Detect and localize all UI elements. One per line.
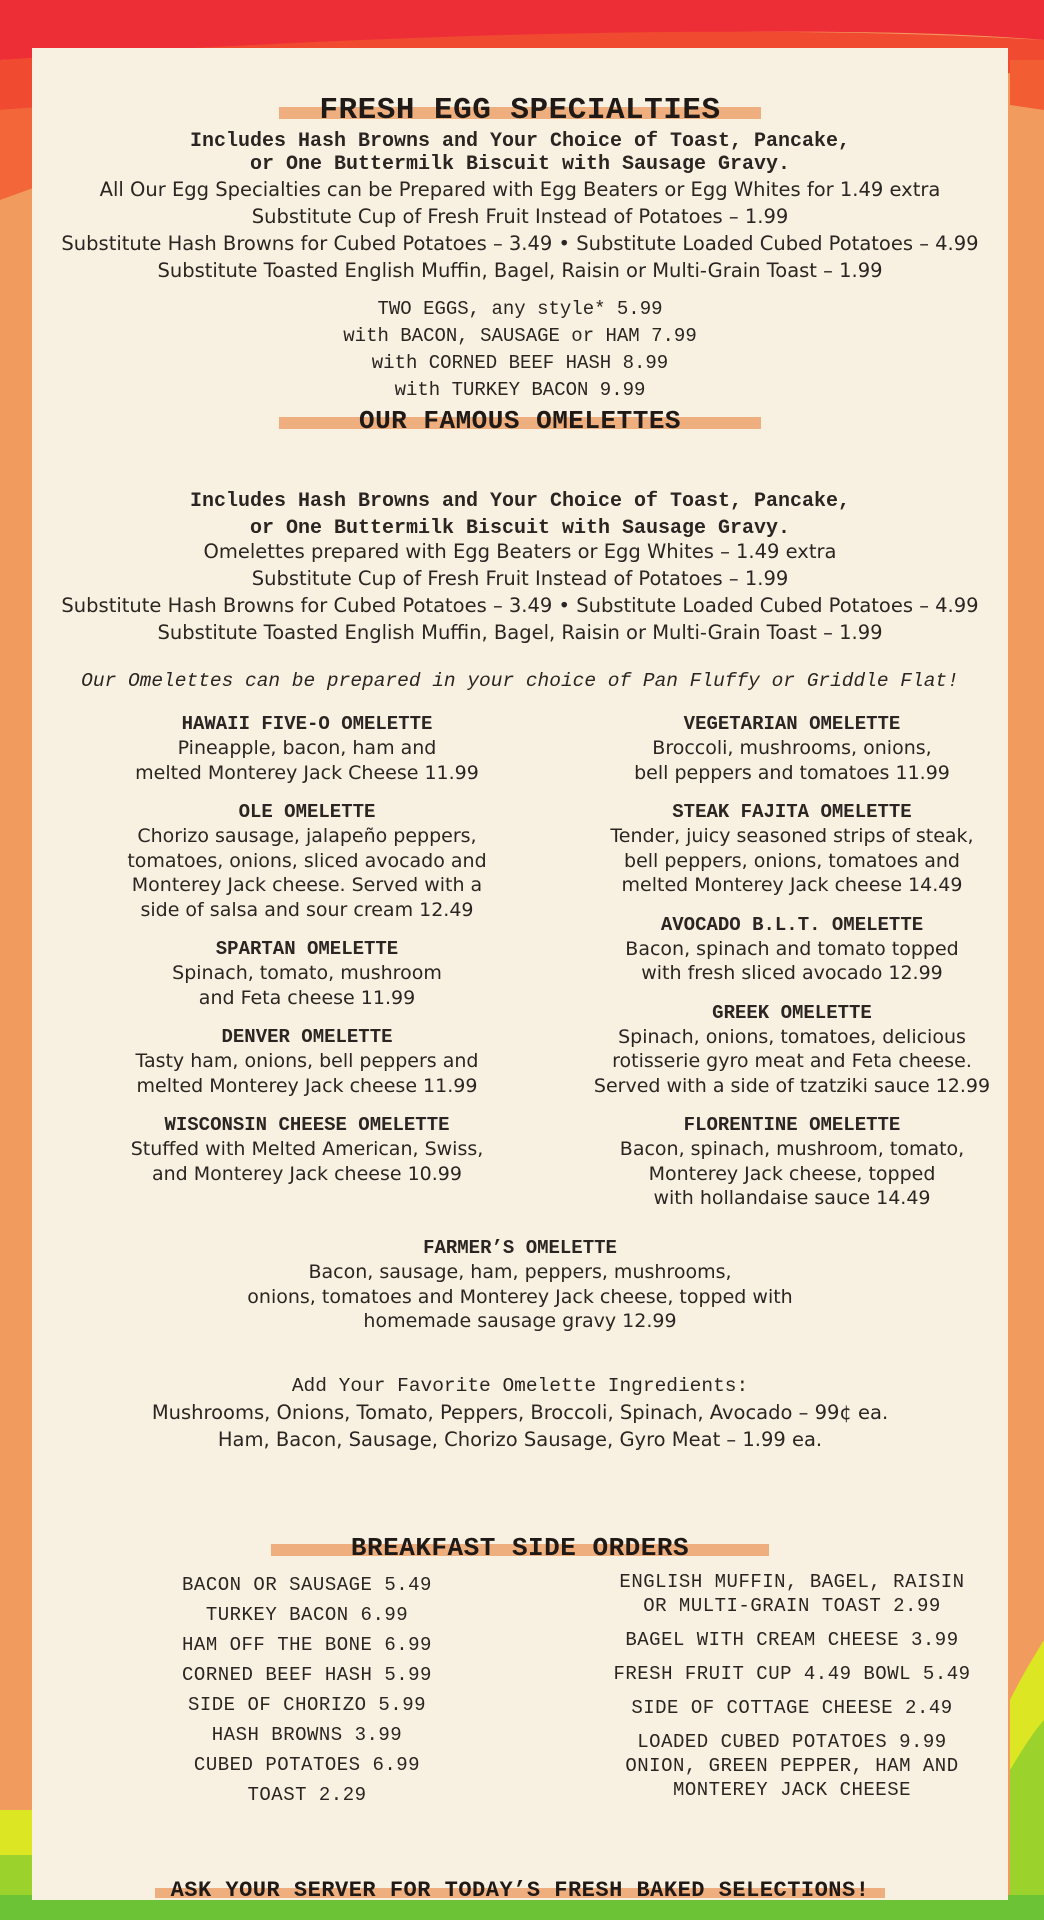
menu-panel — [32, 48, 1008, 1903]
egg-section-heading-wrap — [32, 94, 1008, 128]
side-order-item: TURKEY BACON 6.99 — [205, 1604, 409, 1626]
omelette-name: VEGETARIAN OMELETTE — [683, 713, 901, 735]
omelette-includes-line: or One Buttermilk Biscuit with Sausage Gravy. — [249, 517, 791, 540]
omelette-name: DENVER OMELETTE — [221, 1026, 393, 1048]
omelette-name: AVOCADO B.L.T. OMELETTE — [660, 913, 924, 936]
omelette-item — [52, 800, 562, 922]
omelette-desc-line: Chorizo sausage, jalapeño peppers, — [137, 825, 477, 847]
omelette-desc-line: tomatoes, onions, sliced avocado and — [127, 849, 487, 872]
omelette-addons — [32, 1373, 1008, 1453]
omelette-desc-line: Bacon, sausage, ham, peppers, mushrooms, — [308, 1261, 732, 1283]
omelette-name: FLORENTINE OMELETTE — [683, 1114, 901, 1136]
side-order-item: TOAST 2.29 — [247, 1784, 367, 1806]
sides-section-title: BREAKFAST SIDE ORDERS — [271, 1533, 769, 1563]
side-order-item: CORNED BEEF HASH 5.99 — [182, 1664, 432, 1686]
omelette-desc-line: melted Monterey Jack cheese 11.99 — [136, 1074, 478, 1097]
side-order-item — [532, 1628, 1044, 1652]
egg-note-line: Substitute Cup of Fresh Fruit Instead of Potatoes – 1.99 — [251, 205, 789, 228]
omelette-name: SPARTAN OMELETTE — [215, 938, 399, 960]
side-order-item — [532, 1730, 1044, 1802]
omelette-desc-line: Served with a side of tzatziki sauce 12.99 — [593, 1074, 991, 1097]
egg-section-title: FRESH EGG SPECIALTIES — [279, 94, 760, 128]
omelette-desc-line: Broccoli, mushrooms, onions, — [652, 737, 932, 759]
egg-note-line: Substitute Toasted English Muffin, Bagel, Raisin or Multi-Grain Toast – 1.99 — [157, 259, 883, 282]
omelette-item — [52, 712, 562, 785]
omelette-item — [52, 1025, 562, 1098]
omelette-desc-line: Bacon, spinach and tomato topped — [625, 937, 959, 960]
omelette-desc-line: Monterey Jack cheese, topped — [648, 1162, 936, 1185]
omelette-note-line: Substitute Toasted English Muffin, Bagel, Raisin or Multi-Grain Toast – 1.99 — [157, 621, 883, 644]
side-order-line: FRESH FRUIT CUP 4.49 BOWL 5.49 — [613, 1663, 971, 1685]
side-order-line: MONTEREY JACK CHEESE — [672, 1779, 912, 1801]
omelette-desc-line: side of salsa and sour cream 12.49 — [140, 898, 474, 921]
egg-notes — [32, 176, 1008, 284]
omelette-name: OLE OMELETTE — [238, 801, 376, 823]
omelette-desc-line: Monterey Jack cheese. Served with a — [131, 874, 483, 896]
addons-line: Ham, Bacon, Sausage, Chorizo Sausage, Gyro Meat – 1.99 ea. — [217, 1428, 823, 1451]
omelette-desc-line: rotisserie gyro meat and Feta cheese. — [612, 1050, 972, 1072]
omelette-notes — [32, 538, 1008, 646]
omelette-column-right — [532, 712, 1044, 1226]
egg-price-line: TWO EGGS, any style* 5.99 — [377, 298, 663, 320]
side-order-line: LOADED CUBED POTATOES 9.99 — [637, 1731, 947, 1753]
sides-column-right — [532, 1570, 1044, 1802]
side-order-line: OR MULTI-GRAIN TOAST 2.99 — [643, 1595, 941, 1617]
omelette-desc-line: Spinach, onions, tomatoes, delicious — [618, 1025, 966, 1048]
egg-note-line: All Our Egg Specialties can be Prepared with Egg Beaters or Egg Whites for 1.49 extra — [99, 178, 941, 201]
omelette-item — [532, 712, 1044, 785]
omelette-note-line: Substitute Hash Browns for Cubed Potatoes – 3.49 • Substitute Loaded Cubed Potatoes – 4.99 — [61, 594, 979, 617]
omelette-desc-line: Spinach, tomato, mushroom — [172, 962, 442, 984]
omelette-name: STEAK FAJITA OMELETTE — [672, 801, 912, 823]
omelette-desc-line: Tasty ham, onions, bell peppers and — [135, 1050, 479, 1072]
omelette-desc-line: onions, tomatoes and Monterey Jack cheese, topped with — [247, 1285, 793, 1308]
side-order-item: SIDE OF CHORIZO 5.99 — [187, 1694, 427, 1716]
omelette-column-left — [52, 712, 562, 1201]
omelette-name: HAWAII FIVE-O OMELETTE — [181, 713, 433, 735]
omelette-desc-line: bell peppers, onions, tomatoes and — [624, 849, 960, 872]
addons-line: Mushrooms, Onions, Tomato, Peppers, Broccoli, Spinach, Avocado – 99¢ ea. — [151, 1401, 889, 1424]
omelette-desc-line: melted Monterey Jack cheese 14.49 — [621, 874, 963, 896]
egg-price-line: with BACON, SAUSAGE or HAM 7.99 — [343, 325, 697, 347]
egg-note-line: Substitute Hash Browns for Cubed Potatoes – 3.49 • Substitute Loaded Cubed Potatoes – 4.99 — [61, 232, 979, 255]
egg-prices — [32, 296, 1008, 404]
omelette-item — [52, 937, 562, 1010]
omelette-item — [532, 1113, 1044, 1211]
omelette-desc-line: with fresh sliced avocado 12.99 — [641, 962, 943, 984]
side-order-line: ONION, GREEN PEPPER, HAM AND — [625, 1755, 959, 1777]
sides-section-heading-wrap — [32, 1533, 1008, 1563]
omelette-section-title: OUR FAMOUS OMELETTES — [279, 406, 761, 436]
omelette-includes — [32, 488, 1008, 542]
omelette-includes-line: Includes Hash Browns and Your Choice of Toast, Pancake, — [189, 490, 851, 513]
omelette-note-line: Substitute Cup of Fresh Fruit Instead of Potatoes – 1.99 — [251, 567, 789, 590]
omelette-note-line: Omelettes prepared with Egg Beaters or Egg Whites – 1.49 extra — [203, 540, 837, 563]
side-order-item: HAM OFF THE BONE 6.99 — [182, 1634, 432, 1656]
omelette-style-note: Our Omelettes can be prepared in your choice of Pan Fluffy or Griddle Flat! — [81, 670, 959, 692]
omelette-item — [532, 1001, 1044, 1099]
omelette-name: GREEK OMELETTE — [712, 1001, 872, 1024]
omelette-item — [532, 913, 1044, 986]
side-order-item — [532, 1696, 1044, 1720]
egg-price-line: with TURKEY BACON 9.99 — [394, 379, 646, 401]
addons-title: Add Your Favorite Omelette Ingredients: — [291, 1375, 749, 1397]
omelette-desc-line: melted Monterey Jack Cheese 11.99 — [135, 761, 479, 784]
egg-includes-line: Includes Hash Browns and Your Choice of Toast, Pancake, — [189, 130, 851, 153]
omelette-desc-line: Stuffed with Melted American, Swiss, — [130, 1138, 484, 1160]
side-order-line: ENGLISH MUFFIN, BAGEL, RAISIN — [619, 1571, 965, 1593]
farmers-omelette — [32, 1236, 1008, 1334]
footer-banner: ASK YOUR SERVER FOR TODAY’S FRESH BAKED SELECTIONS! — [155, 1878, 886, 1904]
side-order-item: BACON OR SAUSAGE 5.49 — [182, 1574, 432, 1596]
side-order-item — [532, 1662, 1044, 1686]
omelette-name: FARMER’S OMELETTE — [423, 1237, 617, 1259]
omelette-item — [52, 1113, 562, 1186]
omelette-desc-line: and Feta cheese 11.99 — [198, 986, 416, 1009]
egg-includes — [32, 130, 1008, 176]
omelette-desc-line: and Monterey Jack cheese 10.99 — [152, 1162, 462, 1185]
side-order-line: BAGEL WITH CREAM CHEESE 3.99 — [625, 1629, 959, 1651]
egg-price-line: with CORNED BEEF HASH 8.99 — [371, 352, 669, 374]
sides-column-left — [52, 1570, 562, 1810]
omelette-desc-line: homemade sausage gravy 12.99 — [363, 1310, 677, 1332]
side-order-item: CUBED POTATOES 6.99 — [193, 1754, 421, 1776]
omelette-item — [532, 800, 1044, 898]
side-order-line: SIDE OF COTTAGE CHEESE 2.49 — [631, 1697, 953, 1719]
omelette-desc-line: Tender, juicy seasoned strips of steak, — [610, 825, 974, 847]
omelette-name: WISCONSIN CHEESE OMELETTE — [164, 1114, 450, 1136]
side-order-item: HASH BROWNS 3.99 — [211, 1724, 403, 1746]
omelette-desc-line: Pineapple, bacon, ham and — [177, 737, 437, 759]
omelette-desc-line: Bacon, spinach, mushroom, tomato, — [619, 1138, 965, 1160]
egg-includes-line: or One Buttermilk Biscuit with Sausage Gravy. — [249, 153, 791, 176]
footer-wrap — [32, 1878, 1008, 1904]
omelette-section-heading-wrap — [32, 406, 1008, 436]
side-order-item — [532, 1570, 1044, 1618]
omelette-desc-line: with hollandaise sauce 14.49 — [653, 1187, 931, 1209]
omelette-desc-line: bell peppers and tomatoes 11.99 — [634, 761, 950, 784]
